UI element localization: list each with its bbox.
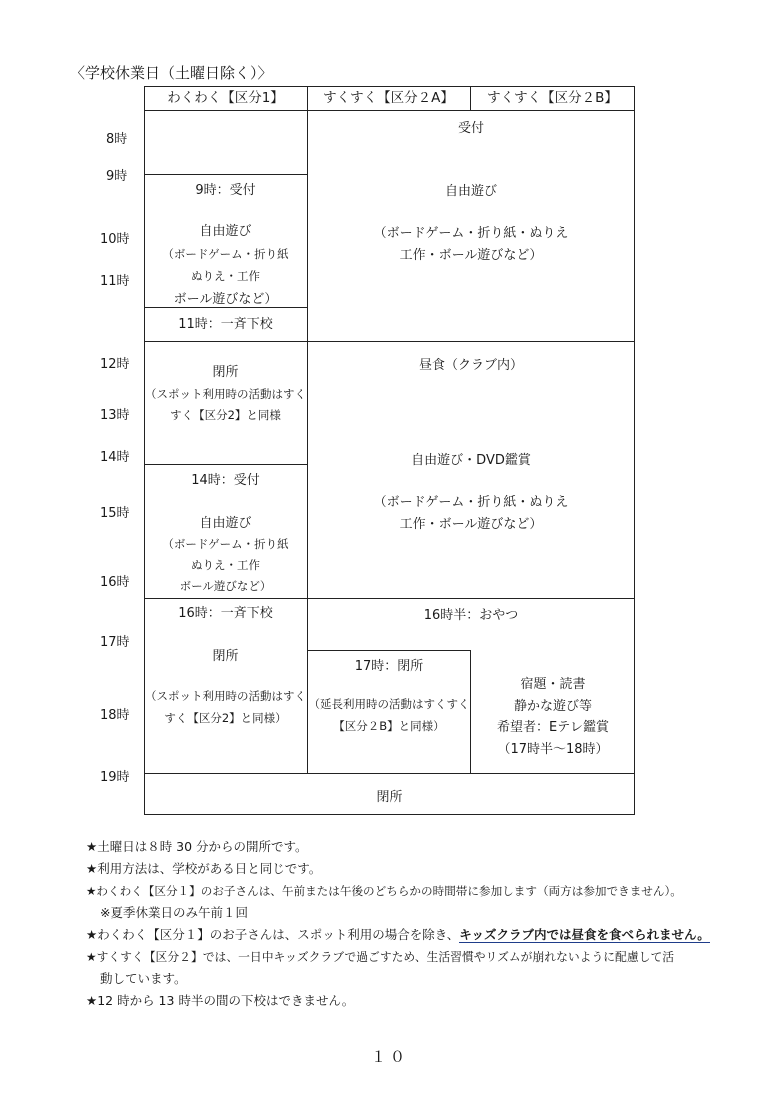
hour-label: 15時 bbox=[100, 506, 130, 521]
suku-reception: 受付 bbox=[457, 121, 484, 136]
suku-2a-close-note: 【区分２B】と同様） bbox=[333, 719, 445, 733]
note-emphasis: キッズクラブ内では昼食を食べられません。 bbox=[459, 927, 710, 942]
hour-label: 19時 bbox=[100, 770, 130, 785]
note-item: ※夏季休業日のみ午前１回 bbox=[100, 905, 248, 920]
waku-noon-closed: 閉所 bbox=[212, 365, 239, 380]
waku-noon-note: （スポット利用時の活動はすく bbox=[145, 387, 306, 401]
note-item: ★すくすく【区分２】では、一日中キッズクラブで過ごすため、生活習慣やリズムが崩れないように配慮して活 bbox=[86, 950, 675, 964]
note-item: 動しています。 bbox=[100, 971, 187, 986]
header-divider bbox=[144, 110, 635, 111]
waku-afternoon-detail: ボール遊びなど） bbox=[179, 579, 272, 593]
suku-2a-close: 17時：閉所 bbox=[354, 659, 424, 674]
hour-label: 13時 bbox=[100, 408, 130, 423]
row-divider bbox=[144, 464, 307, 465]
waku-morning-home: 11時：一斉下校 bbox=[178, 317, 273, 332]
waku-afternoon-detail: ぬりえ・工作 bbox=[191, 558, 260, 572]
closed-all-label: 閉所 bbox=[376, 790, 403, 805]
hour-label: 9時 bbox=[106, 169, 128, 184]
column-header-suku-2a: すくすく【区分２A】 bbox=[323, 90, 454, 106]
note-item: ★12 時から 13 時半の間の下校はできません。 bbox=[86, 993, 355, 1008]
suku-2b-quiet: 静かな遊び等 bbox=[513, 699, 592, 714]
waku-morning-play: 自由遊び bbox=[199, 224, 252, 239]
note-item: ★利用方法は、学校がある日と同じです。 bbox=[86, 861, 322, 876]
waku-evening-closed: 閉所 bbox=[212, 649, 239, 664]
hour-label: 8時 bbox=[106, 132, 128, 147]
note-item: ★わくわく【区分１】のお子さんは、午前または午後のどちらかの時間帯に参加します（両方は参加できません）。 bbox=[86, 884, 682, 898]
hour-label: 14時 bbox=[100, 450, 130, 465]
suku-morning-play: 自由遊び bbox=[444, 184, 497, 199]
suku-afternoon-play: 自由遊び・DVD鑑賞 bbox=[411, 453, 531, 468]
hour-label: 17時 bbox=[100, 635, 130, 650]
suku-2b-homework: 宿題・読書 bbox=[520, 677, 586, 692]
hour-label: 18時 bbox=[100, 708, 130, 723]
page-number: １０ bbox=[370, 1048, 409, 1066]
row-divider bbox=[144, 598, 635, 599]
waku-morning-detail: ボール遊びなど） bbox=[173, 292, 278, 307]
waku-evening-note: （スポット利用時の活動はすく bbox=[145, 689, 306, 703]
suku-morning-detail: 工作・ボール遊びなど） bbox=[399, 248, 543, 263]
note-item bbox=[86, 924, 726, 946]
suku-2b-tv: 希望者：Eテレ鑑賞 bbox=[497, 720, 609, 735]
hour-label: 12時 bbox=[100, 357, 130, 372]
waku-noon-note: すく【区分2】と同様 bbox=[170, 408, 281, 422]
suku-morning-detail: （ボードゲーム・折り紙・ぬりえ bbox=[373, 226, 569, 241]
hour-label: 10時 bbox=[100, 232, 130, 247]
waku-afternoon-detail: （ボードゲーム・折り紙 bbox=[162, 537, 289, 551]
hour-label: 16時 bbox=[100, 575, 130, 590]
notes-section bbox=[86, 836, 726, 1012]
note-item: ★土曜日は８時 30 分からの開所です。 bbox=[86, 839, 308, 854]
column-header-waku: わくわく【区分1】 bbox=[167, 90, 284, 106]
suku-2b-tv-time: （17時半～18時） bbox=[497, 742, 609, 757]
row-divider bbox=[144, 341, 635, 342]
suku-2a-close-note: （延長利用時の活動はすくすく bbox=[308, 697, 470, 711]
waku-evening-home: 16時：一斉下校 bbox=[178, 606, 273, 621]
row-divider bbox=[144, 174, 307, 175]
waku-morning-reception: 9時：受付 bbox=[195, 183, 256, 198]
waku-morning-detail: （ボードゲーム・折り紙 bbox=[162, 247, 289, 261]
section-title: 〈学校休業日（土曜日除く）〉 bbox=[70, 64, 273, 82]
column-header-suku-2b: すくすく【区分２B】 bbox=[487, 90, 618, 106]
suku-lunch: 昼食（クラブ内） bbox=[418, 358, 523, 373]
suku-afternoon-detail: （ボードゲーム・折り紙・ぬりえ bbox=[373, 495, 569, 510]
row-divider bbox=[144, 307, 307, 308]
suku-afternoon-detail: 工作・ボール遊びなど） bbox=[399, 517, 543, 532]
waku-afternoon-reception: 14時：受付 bbox=[191, 473, 260, 488]
waku-evening-note: すく【区分2】と同様） bbox=[164, 711, 287, 725]
waku-morning-detail: ぬりえ・工作 bbox=[191, 269, 260, 283]
waku-afternoon-play: 自由遊び bbox=[199, 516, 252, 531]
hour-label: 11時 bbox=[100, 274, 130, 289]
suku-snack: 16時半：おやつ bbox=[423, 608, 519, 623]
note-text: ★わくわく【区分１】のお子さんは、スポット利用の場合を除き、 bbox=[86, 927, 460, 942]
